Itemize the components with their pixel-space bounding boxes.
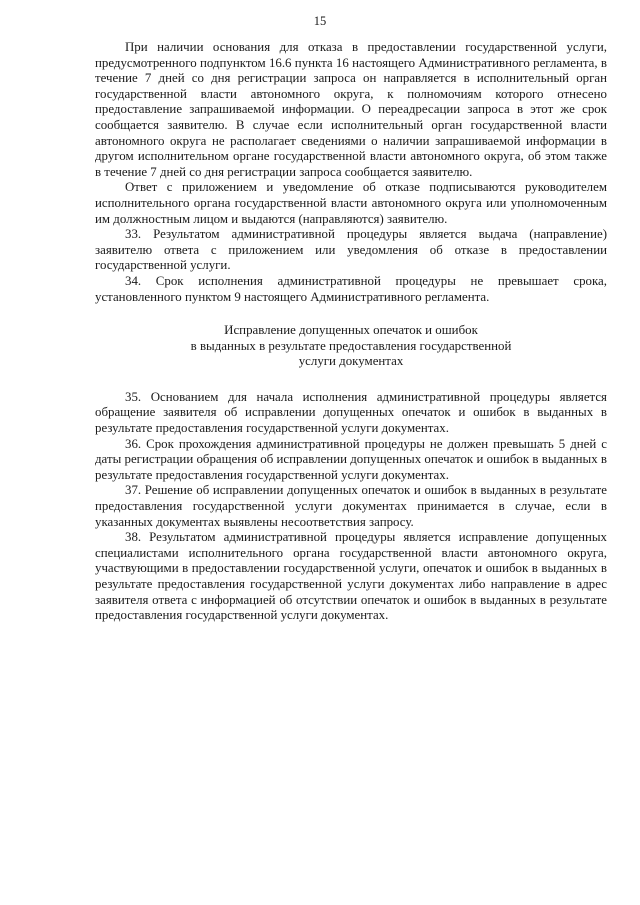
- section-heading: [95, 323, 607, 370]
- paragraph-signing: Ответ с приложением и уведомление об отказе подписываются руководителем исполнительного органа государственной власти автономного округа или уполномоченным им должностным лицом и выдаются (направляются) заявителю.: [95, 180, 607, 226]
- paragraph-38: 38. Результатом административной процедуры является исправление допущенных специалистами исполнительного органа государственной власти автономного округа, участвующими в предоставлении государственной услуги, опечаток и ошибок в выданных в результате предоставления государственной услуги документах либо направление в адрес заявителя ответа с информацией об отсутствии опечаток и ошибок в выданных в результате предоставления государственной услуги документах.: [95, 530, 607, 623]
- section-heading-line-1: Исправление допущенных опечаток и ошибок: [224, 323, 478, 338]
- paragraph-36: 36. Срок прохождения административной процедуры не должен превышать 5 дней с даты регистрации обращения об исправлении допущенных опечаток и ошибок в выданных в результате предоставления государственной услуги документах.: [95, 436, 607, 482]
- paragraph-referral: При наличии основания для отказа в предоставлении государственной услуги, предусмотренного подпунктом 16.6 пункта 16 настоящего Административного регламента, в течение 7 дней со дня регистрации запроса он направляется в исполнительный орган государственной власти автономного округа, к полномочиям которого отнесено предоставление запрашиваемой информации. О переадресации запроса в этот же срок сообщается заявителю. В случае если исполнительный орган государственной власти автономного округа не располагает сведениями о наличии запрашиваемой информации в другом исполнительном органе государственной власти автономного округа, об этом также в течение 7 дней со дня регистрации запроса сообщается заявителю.: [95, 40, 607, 179]
- paragraph-37: 37. Решение об исправлении допущенных опечаток и ошибок в выданных в результате предоставления государственной услуги документах принимается в случае, если в указанных документах выявлены несоответствия запросу.: [95, 483, 607, 529]
- paragraph-34: 34. Срок исполнения административной процедуры не превышает срока, установленного пунктом 9 настоящего Административного регламента.: [95, 273, 607, 304]
- document-body: [95, 40, 607, 624]
- paragraph-35: 35. Основанием для начала исполнения административной процедуры является обращение заявителя об исправлении допущенных опечаток и ошибок в выданных в результате предоставления государственной услуги документах.: [95, 389, 607, 436]
- section-heading-line-2: в выданных в результате предоставления государственной: [190, 338, 512, 353]
- page-number: 15: [313, 14, 327, 28]
- section-heading-line-3: услуги документах: [298, 354, 404, 369]
- paragraph-33: 33. Результатом административной процедуры является выдача (направление) заявителю ответа с приложением или уведомления об отказе в предоставлении государственной услуги.: [95, 227, 607, 273]
